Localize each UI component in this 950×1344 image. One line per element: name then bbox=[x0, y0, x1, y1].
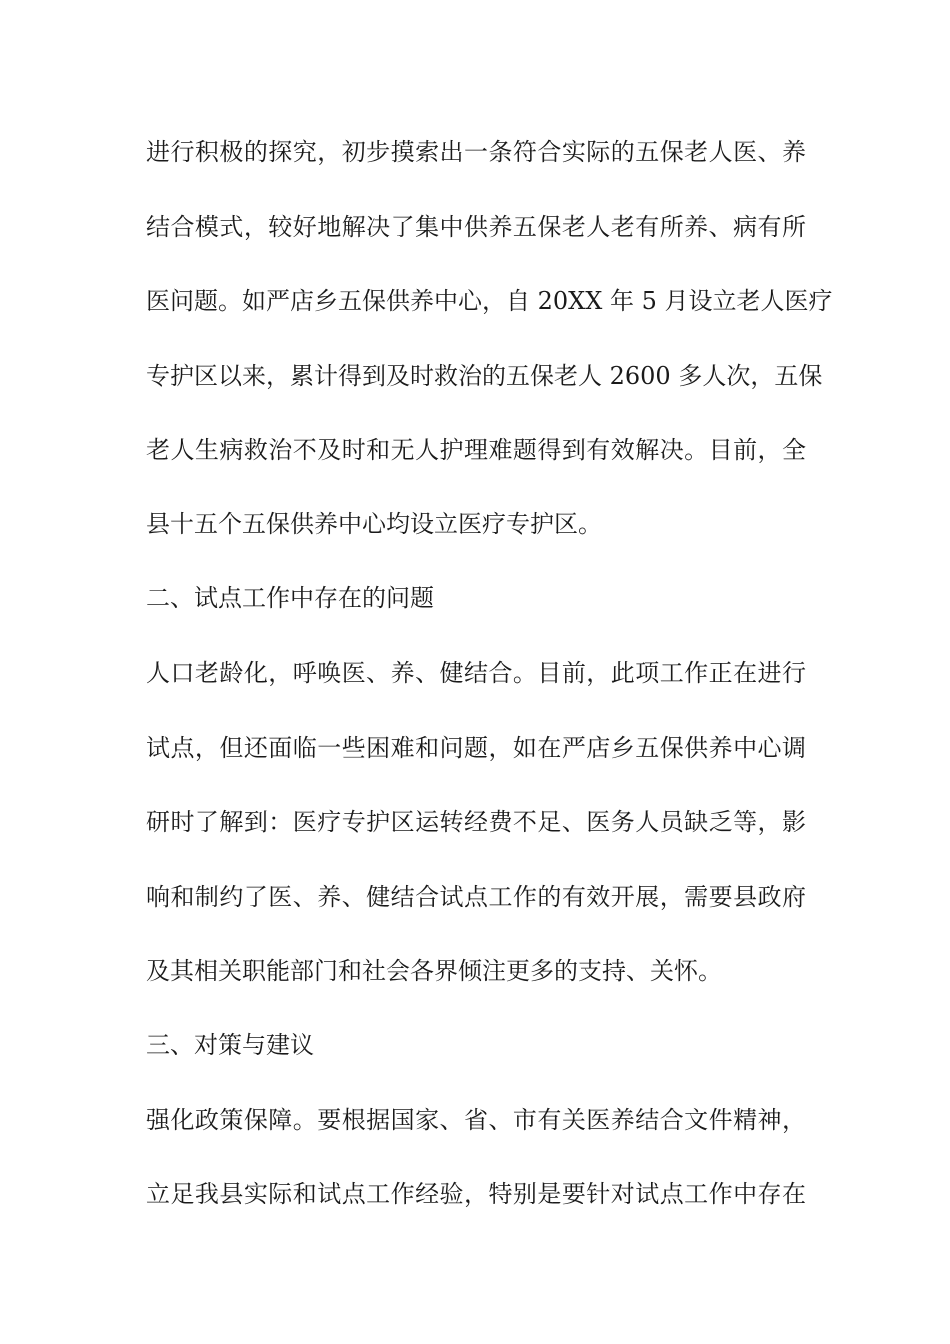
body-text-line: 试点，但还面临一些困难和问题，如在严店乡五保供养中心调 bbox=[146, 734, 806, 762]
body-text-line: 强化政策保障。要根据国家、省、市有关医养结合文件精神， bbox=[146, 1106, 806, 1134]
section-heading: 三、对策与建议 bbox=[146, 1031, 314, 1059]
section-heading: 二、试点工作中存在的问题 bbox=[146, 584, 434, 612]
body-text-line: 人口老龄化，呼唤医、养、健结合。目前，此项工作正在进行 bbox=[146, 659, 806, 687]
body-text-line: 响和制约了医、养、健结合试点工作的有效开展，需要县政府 bbox=[146, 883, 806, 911]
body-text-line: 医问题。如严店乡五保供养中心，自 20XX 年 5 月设立老人医疗 bbox=[146, 287, 833, 315]
body-text-line: 研时了解到：医疗专护区运转经费不足、医务人员缺乏等，影 bbox=[146, 808, 806, 836]
body-text-line: 县十五个五保供养中心均设立医疗专护区。 bbox=[146, 510, 602, 538]
body-text-line: 专护区以来，累计得到及时救治的五保老人 2600 多人次，五保 bbox=[146, 362, 823, 390]
body-text-line: 立足我县实际和试点工作经验，特别是要针对试点工作中存在 bbox=[146, 1180, 806, 1208]
body-text-line: 进行积极的探究，初步摸索出一条符合实际的五保老人医、养 bbox=[146, 138, 806, 166]
body-text-line: 结合模式，较好地解决了集中供养五保老人老有所养、病有所 bbox=[146, 213, 806, 241]
body-text-line: 老人生病救治不及时和无人护理难题得到有效解决。目前，全 bbox=[146, 436, 806, 464]
body-text-line: 及其相关职能部门和社会各界倾注更多的支持、关怀。 bbox=[146, 957, 722, 985]
